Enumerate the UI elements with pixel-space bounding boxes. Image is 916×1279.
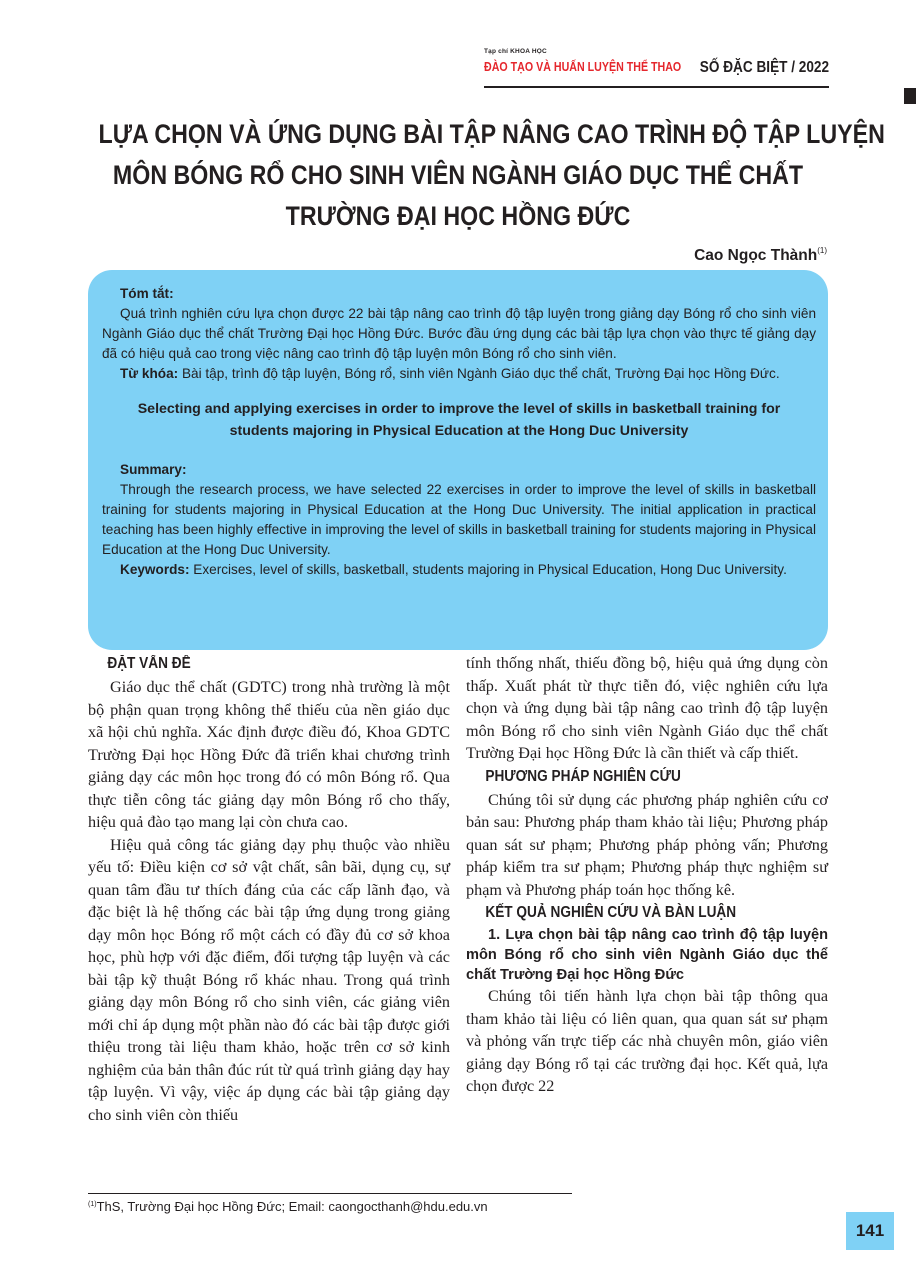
abstract-box: [88, 270, 828, 650]
abstract-vi-label: Tóm tắt:: [120, 286, 174, 301]
section-heading-methods: PHƯƠNG PHÁP NGHIÊN CỨU: [485, 767, 681, 785]
abstract-en-title: Selecting and applying exercises in order to improve the level of skills in basketball training for students majoring in Physical Education at the Hong Duc University: [137, 401, 781, 439]
abstract-en-keywords: [102, 560, 816, 580]
issue-label: SỐ ĐẶC BIỆT / 2022: [699, 59, 829, 76]
abstract-en-keywords-text: Exercises, level of skills, basketball, students majoring in Physical Education, Hong Duc University.: [189, 562, 787, 577]
body-column-left: [88, 652, 450, 1126]
paragraph: tính thống nhất, thiếu đồng bộ, hiệu quả ứng dụng còn thấp. Xuất phát từ thực tiễn đó, việc nghiên cứu lựa chọn và ứng dụng bài tập nâng cao trình độ tập luyện môn Bóng rổ cho sinh viên Ngành Giáo dục thể chất Trường Đại học Hồng Đức là cần thiết và cấp thiết.: [466, 654, 828, 762]
author-name: Cao Ngọc Thành: [694, 247, 818, 264]
footnote-rule: [88, 1193, 572, 1194]
title-line-3: TRƯỜNG ĐẠI HỌC HỒNG ĐỨC: [285, 201, 631, 231]
section-heading-results: KẾT QUẢ NGHIÊN CỨU VÀ BÀN LUẬN: [485, 904, 737, 921]
abstract-vi-keywords-text: Bài tập, trình độ tập luyện, Bóng rổ, sinh viên Ngành Giáo dục thể chất, Trường Đại học Hồng Đức.: [178, 366, 780, 381]
abstract-en-text: Through the research process, we have selected 22 exercises in order to improve the level of skills in basketball training for students majoring in Physical Education at the Hong Duc University. The initial application in practical teaching has been highly effective in improving the level of skills in basketball training for students majoring in Physical Education at the Hong Duc University.: [102, 482, 816, 557]
section-heading-intro: ĐẶT VẤN ĐỀ: [107, 655, 191, 672]
subsection-heading: 1. Lựa chọn bài tập nâng cao trình độ tập luyện môn Bóng rổ cho sinh viên Ngành Giáo dục thể chất Trường Đại học Hồng Đức: [466, 927, 828, 983]
journal-name: ĐÀO TẠO VÀ HUẤN LUYỆN THỂ THAO: [484, 59, 682, 74]
title-line-1: LỰA CHỌN VÀ ỨNG DỤNG BÀI TẬP NÂNG CAO TRÌNH ĐỘ TẬP LUYỆN: [98, 119, 885, 149]
journal-small-label: Tạp chí KHOA HỌC: [484, 48, 547, 55]
paragraph: Chúng tôi tiến hành lựa chọn bài tập thông qua tham khảo tài liệu có liên quan, qua quan sát sư phạm và phỏng vấn trực tiếp các nhà chuyên môn, giáo viên giảng dạy Bóng rổ tại các trường đại học. Kết quả, lựa chọn được 22: [466, 987, 828, 1095]
paragraph: Chúng tôi sử dụng các phương pháp nghiên cứu cơ bản sau: Phương pháp tham khảo tài liệu; Phương pháp quan sát sư phạm; Phương pháp phỏng vấn; Phương pháp kiểm tra sư phạm; Phương pháp thực nghiệm sư phạm và Phương pháp toán học thống kê.: [466, 790, 828, 899]
author-footnote-mark: (1): [817, 246, 827, 255]
abstract-en-keywords-label: Keywords:: [120, 562, 190, 577]
abstract-en-label: Summary:: [120, 462, 187, 477]
journal-header: [484, 48, 829, 88]
abstract-vi-text: Quá trình nghiên cứu lựa chọn được 22 bài tập nâng cao trình độ tập luyện trong giảng dạy Bóng rổ cho sinh viên Ngành Giáo dục thể chất Trường Đại học Hồng Đức. Bước đầu ứng dụng các bài tập lựa chọn vào thực tế giảng dạy đã có hiệu quả cao trong việc nâng cao trình độ tập luyện môn Bóng rổ cho sinh viên.: [102, 306, 816, 361]
paragraph: Hiệu quả công tác giảng dạy phụ thuộc vào nhiều yếu tố: Điều kiện cơ sở vật chất, sân bãi, dụng cụ, sự quan tâm đầu tư thích đáng của các cấp lãnh đạo, và đặc biệt là hệ thống các bài tập ứng dụng trong giảng dạy môn học Bóng rổ một cách có đầy đủ cơ sở khoa học, phù hợp với đặc điểm, đối tượng tập luyện và các bài tập kỹ thuật Bóng rổ khác nhau. Trong quá trình giảng dạy môn Bóng rổ cho sinh viên, các giảng viên mới chỉ áp dụng một phần nào đó các bài tập được giới thiệu trong tài liệu tham khảo, hoặc trên cơ sở kinh nghiệm của bản thân đúc rút từ quá trình giảng dạy hay tập luyện. Vì vậy, việc áp dụng các bài tập giảng dạy cho sinh viên còn thiếu: [88, 835, 450, 1124]
side-tab-mark: [904, 88, 916, 104]
title-line-2: MÔN BÓNG RỔ CHO SINH VIÊN NGÀNH GIÁO DỤC THỂ CHẤT: [112, 160, 804, 190]
page-number: 141: [846, 1212, 894, 1250]
footnote-mark: (1): [88, 1201, 97, 1208]
article-title: [40, 114, 885, 237]
abstract-vi-keywords: [102, 364, 816, 384]
paragraph: Giáo dục thể chất (GDTC) trong nhà trường là một bộ phận quan trọng không thể thiếu của nền giáo dục xã hội chủ nghĩa. Xác định được điều đó, Khoa GDTC Trường Đại học Hồng Đức đã triển khai chương trình giảng dạy các môn học trong đó có môn Bóng rổ. Qua thực tiễn công tác giảng dạy môn Bóng rổ cho thấy, hiệu quả đào tạo mang lại còn chưa cao.: [88, 678, 450, 831]
header-rule: [484, 86, 829, 88]
author: [694, 246, 827, 265]
footnote: [88, 1199, 488, 1214]
footnote-text: ThS, Trường Đại học Hồng Đức; Email: caongocthanh@hdu.edu.vn: [96, 1199, 488, 1214]
abstract-vi-keywords-label: Từ khóa:: [120, 366, 179, 381]
body-column-right: [466, 652, 828, 1098]
